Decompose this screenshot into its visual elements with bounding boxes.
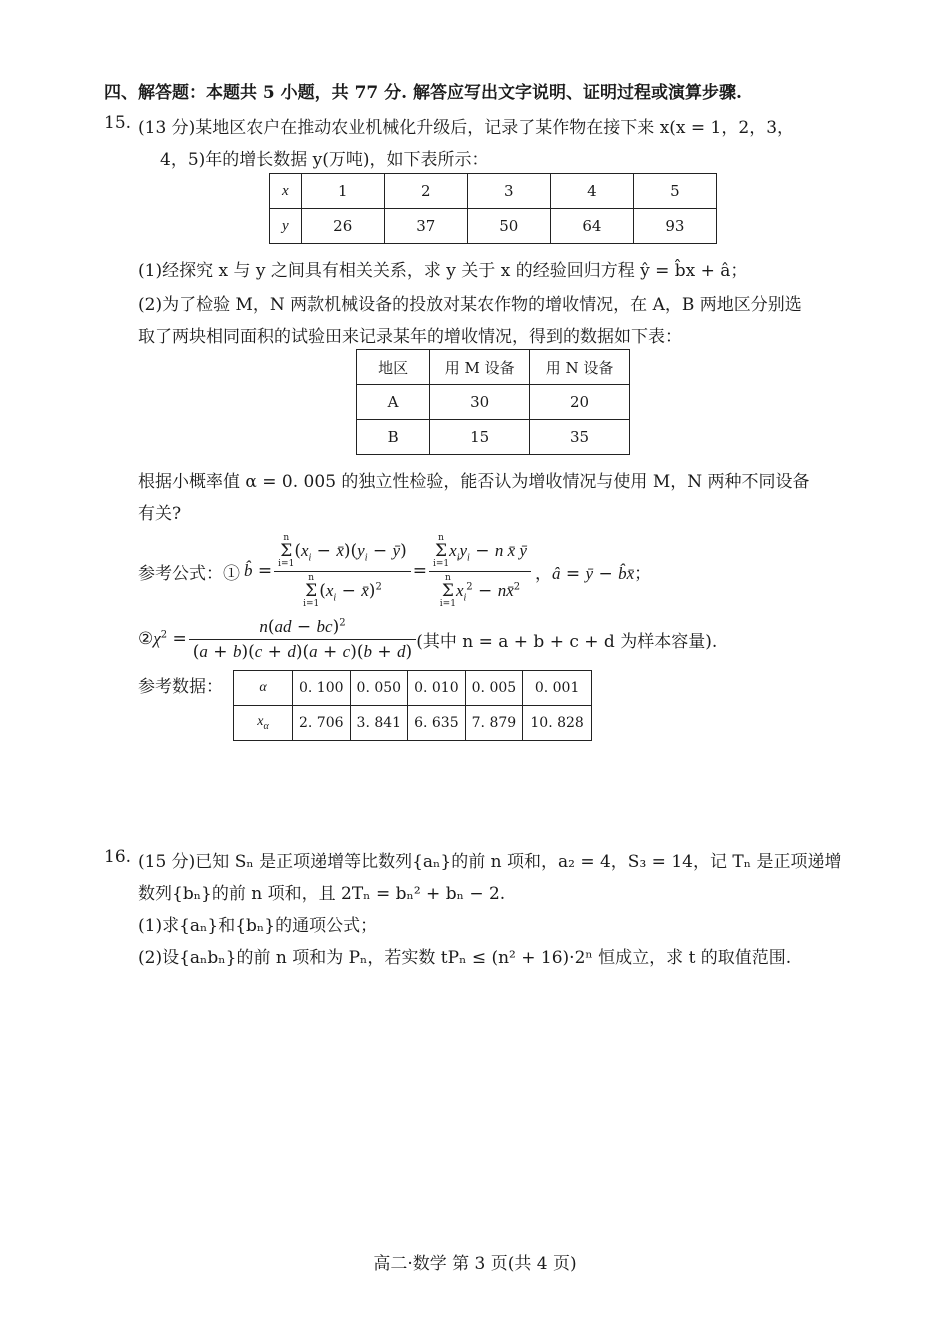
q15-part2-line2: 取了两块相同面积的试验田来记录某年的增收情况，得到的数据如下表：	[138, 327, 682, 347]
table-cell: A	[357, 385, 430, 420]
table-cell: B	[357, 420, 430, 455]
q16-line1: (15 分)已知 Sₙ 是正项递增等比数列{aₙ}的前 n 项和，a₂ = 4，S₃ = 14，记 Tₙ 是正项递增	[138, 852, 842, 872]
q15-question-line1: 根据小概率值 α = 0. 005 的独立性检验，能否认为增收情况与使用 M，N 两种不同设备	[138, 472, 810, 492]
table-cell: 1	[301, 174, 384, 209]
table-cell: 10. 828	[523, 706, 592, 741]
q15-number: 15.	[104, 113, 132, 133]
table-cell	[234, 706, 293, 741]
critical-value-table	[233, 670, 592, 741]
formula-2	[138, 617, 717, 661]
table-cell: 0. 001	[523, 671, 592, 706]
table-cell: 0. 100	[293, 671, 351, 706]
q16-part1: (1)求{aₙ}和{bₙ}的通项公式；	[138, 916, 378, 936]
table-cell: 0. 050	[350, 671, 408, 706]
table-row	[270, 209, 717, 244]
table-cell: 0. 005	[465, 671, 523, 706]
formula-2-tail: (其中 n = a + b + c + d 为样本容量).	[416, 631, 718, 652]
q15-question-line2: 有关?	[138, 504, 182, 524]
circled-two: $②\chi^2$ =	[138, 629, 187, 649]
table-cell: 3	[467, 174, 550, 209]
table-cell: y	[270, 209, 302, 244]
page-footer: 高二·数学 第 3 页(共 4 页)	[373, 1254, 577, 1274]
x-alpha-subscript: α	[263, 720, 269, 732]
q15-part2-line1: (2)为了检验 M，N 两款机械设备的投放对某农作物的增收情况，在 A，B 两地区分别选	[138, 295, 802, 315]
table-cell: 93	[633, 209, 716, 244]
table-cell: 64	[550, 209, 633, 244]
b-hat-symbol: b̂ =	[244, 561, 273, 581]
table-row	[357, 350, 630, 385]
table-cell: 7. 879	[465, 706, 523, 741]
q16-part2: (2)设{aₙbₙ}的前 n 项和为 Pₙ，若实数 tPₙ ≤ (n² + 16)·2ⁿ 恒成立，求 t 的取值范围.	[138, 948, 792, 968]
table-header-cell: 地区	[357, 350, 430, 385]
q16-line2: 数列{bₙ}的前 n 项和，且 2Tₙ = bₙ² + bₙ − 2.	[138, 884, 506, 904]
table-cell: 37	[384, 209, 467, 244]
table-row	[357, 420, 630, 455]
table-cell: 20	[530, 385, 630, 420]
table-cell: 6. 635	[408, 706, 466, 741]
device-yield-table	[356, 349, 630, 455]
formula-1: 参考公式：① b̂ = n Σ $i=1(x_i$ − $x̄)(y_i$ − ȳ) n Σ $i=1(x_i$ − x̄)$^2$ = n Σ $i=1x_iy_i - n$ x̄ ȳ n Σ $i=1x_i^2$ − nx̄$^2$ ，â = ȳ − b̂x̄；	[138, 532, 652, 609]
table-row	[234, 671, 592, 706]
ref-data-label: 参考数据：	[138, 677, 223, 697]
ref-formula-label: 参考公式：①	[138, 563, 240, 584]
q15-intro-line1: (13 分)某地区农户在推动农业机械化升级后，记录了某作物在接下来 x(x = 1，2，3，	[138, 118, 795, 138]
formula-chi-fraction: $\frac{n(ad - bc)^2}{(a + b)(c + d)(a + c)(b + d)}$	[189, 617, 416, 662]
growth-data-table	[269, 173, 717, 244]
table-cell: 4	[550, 174, 633, 209]
table-cell: 50	[467, 209, 550, 244]
q15-part1: (1)经探究 x 与 y 之间具有相关关系，求 y 关于 x 的经验回归方程 ŷ = b̂x + â；	[138, 261, 748, 281]
table-cell: 0. 010	[408, 671, 466, 706]
section-header: 四、解答题：本题共 5 小题，共 77 分. 解答应写出文字说明、证明过程或演算步骤.	[104, 83, 742, 103]
table-cell: 3. 841	[350, 706, 408, 741]
table-row	[234, 706, 592, 741]
q16-number: 16.	[104, 847, 132, 867]
table-cell: 26	[301, 209, 384, 244]
table-cell: 5	[633, 174, 716, 209]
table-cell: 35	[530, 420, 630, 455]
q15-intro-line2: 4，5)年的增长数据 y(万吨)，如下表所示：	[160, 150, 489, 170]
table-header-cell: 用 M 设备	[430, 350, 530, 385]
table-row	[357, 385, 630, 420]
table-cell: 30	[430, 385, 530, 420]
table-row	[270, 174, 717, 209]
table-cell: 2. 706	[293, 706, 351, 741]
x-alpha-symbol: x	[257, 714, 264, 730]
table-cell: α	[234, 671, 293, 706]
formula-b-fraction-2: n Σ $i=1x_iy_i - n$ x̄ ȳ n Σ $i=1x_i^2$ − nx̄$^2$	[429, 534, 531, 609]
table-cell: 2	[384, 174, 467, 209]
formula-b-fraction-1: n Σ $i=1(x_i$ − $x̄)(y_i$ − ȳ) n Σ $i=1(x_i$ − x̄)$^2$	[274, 534, 411, 609]
table-cell: 15	[430, 420, 530, 455]
table-cell: x	[270, 174, 302, 209]
table-header-cell: 用 N 设备	[530, 350, 630, 385]
